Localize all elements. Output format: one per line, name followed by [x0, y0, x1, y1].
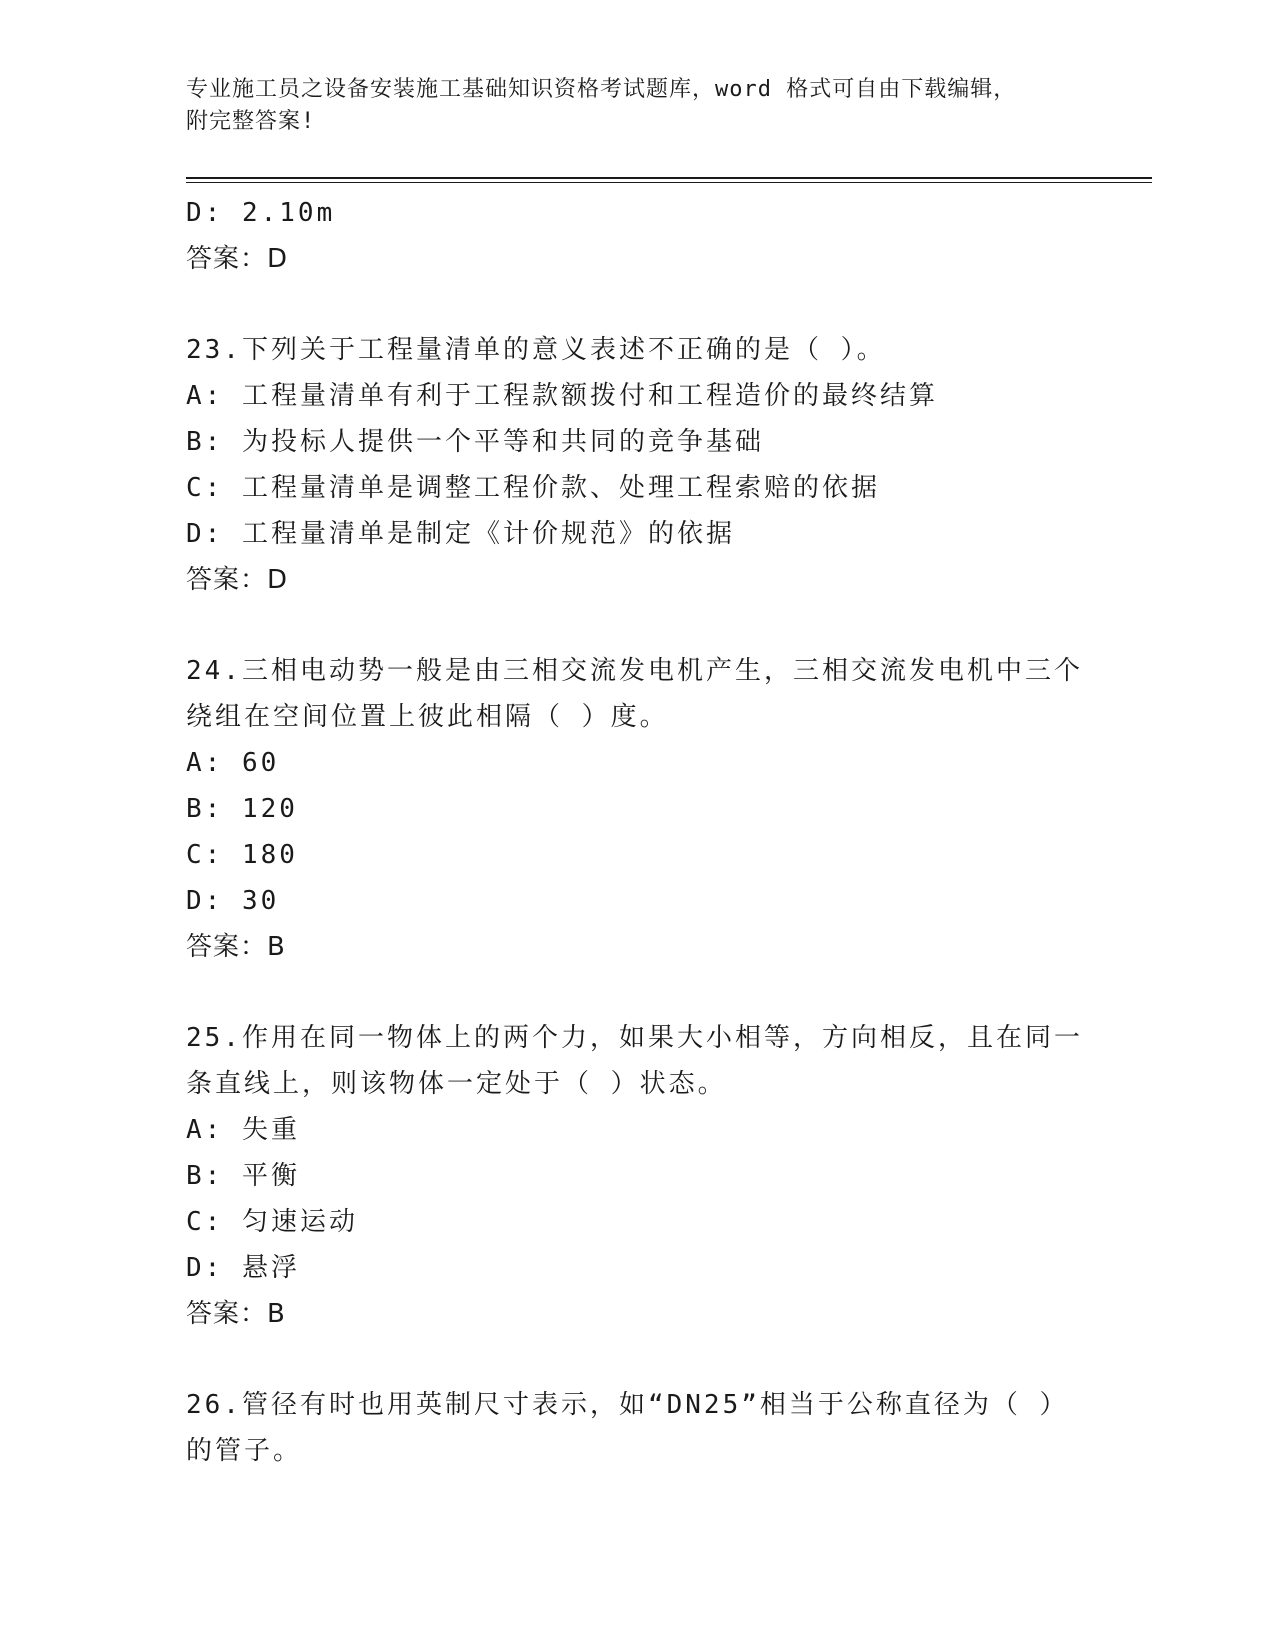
previous-question-tail — [186, 190, 1076, 282]
option-c: C: 工程量清单是调整工程价款、处理工程索赔的依据 — [186, 473, 880, 503]
header-line-2: 附完整答案! — [186, 109, 316, 134]
option-d: D: 工程量清单是制定《计价规范》的依据 — [186, 519, 735, 549]
question-stem-line-1: 26.管径有时也用英制尺寸表示，如“DN25”相当于公称直径为（ ） — [186, 1390, 1069, 1420]
question-26 — [186, 1382, 1076, 1474]
option-d: D: 30 — [186, 886, 280, 916]
question-list — [186, 190, 1083, 1474]
question-stem-line-1: 24.三相电动势一般是由三相交流发电机产生，三相交流发电机中三个 — [186, 656, 1083, 686]
question-stem-line-1: 25.作用在同一物体上的两个力，如果大小相等，方向相反，且在同一 — [186, 1023, 1083, 1053]
option-c: C: 180 — [186, 840, 298, 870]
answer-label: 答案：B — [186, 932, 286, 962]
header-divider-thin — [186, 182, 1152, 183]
option-a: A: 60 — [186, 748, 280, 778]
header-divider-thick — [186, 177, 1152, 179]
question-24 — [186, 648, 1083, 970]
option-d: D: 悬浮 — [186, 1253, 300, 1283]
option-d: D: 2.10m — [186, 198, 336, 228]
question-stem-line-2: 条直线上，则该物体一定处于（ ）状态。 — [186, 1069, 727, 1099]
answer-label: 答案：D — [186, 244, 289, 274]
option-a: A: 失重 — [186, 1115, 300, 1145]
page-header — [186, 74, 1066, 138]
answer-label: 答案：D — [186, 565, 289, 595]
question-23 — [186, 327, 1076, 603]
question-stem-line-2: 绕组在空间位置上彼此相隔（ ）度。 — [186, 702, 669, 732]
option-b: B: 为投标人提供一个平等和共同的竞争基础 — [186, 427, 764, 457]
answer-label: 答案：B — [186, 1299, 286, 1329]
question-25 — [186, 1015, 1083, 1337]
option-a: A: 工程量清单有利于工程款额拨付和工程造价的最终结算 — [186, 381, 938, 411]
question-stem: 23.下列关于工程量清单的意义表述不正确的是（ ）。 — [186, 335, 886, 365]
question-stem-line-2: 的管子。 — [186, 1436, 303, 1466]
option-b: B: 平衡 — [186, 1161, 300, 1191]
option-b: B: 120 — [186, 794, 298, 824]
option-c: C: 匀速运动 — [186, 1207, 358, 1237]
header-line-1: 专业施工员之设备安装施工基础知识资格考试题库，word 格式可自由下载编辑， — [186, 77, 1017, 102]
